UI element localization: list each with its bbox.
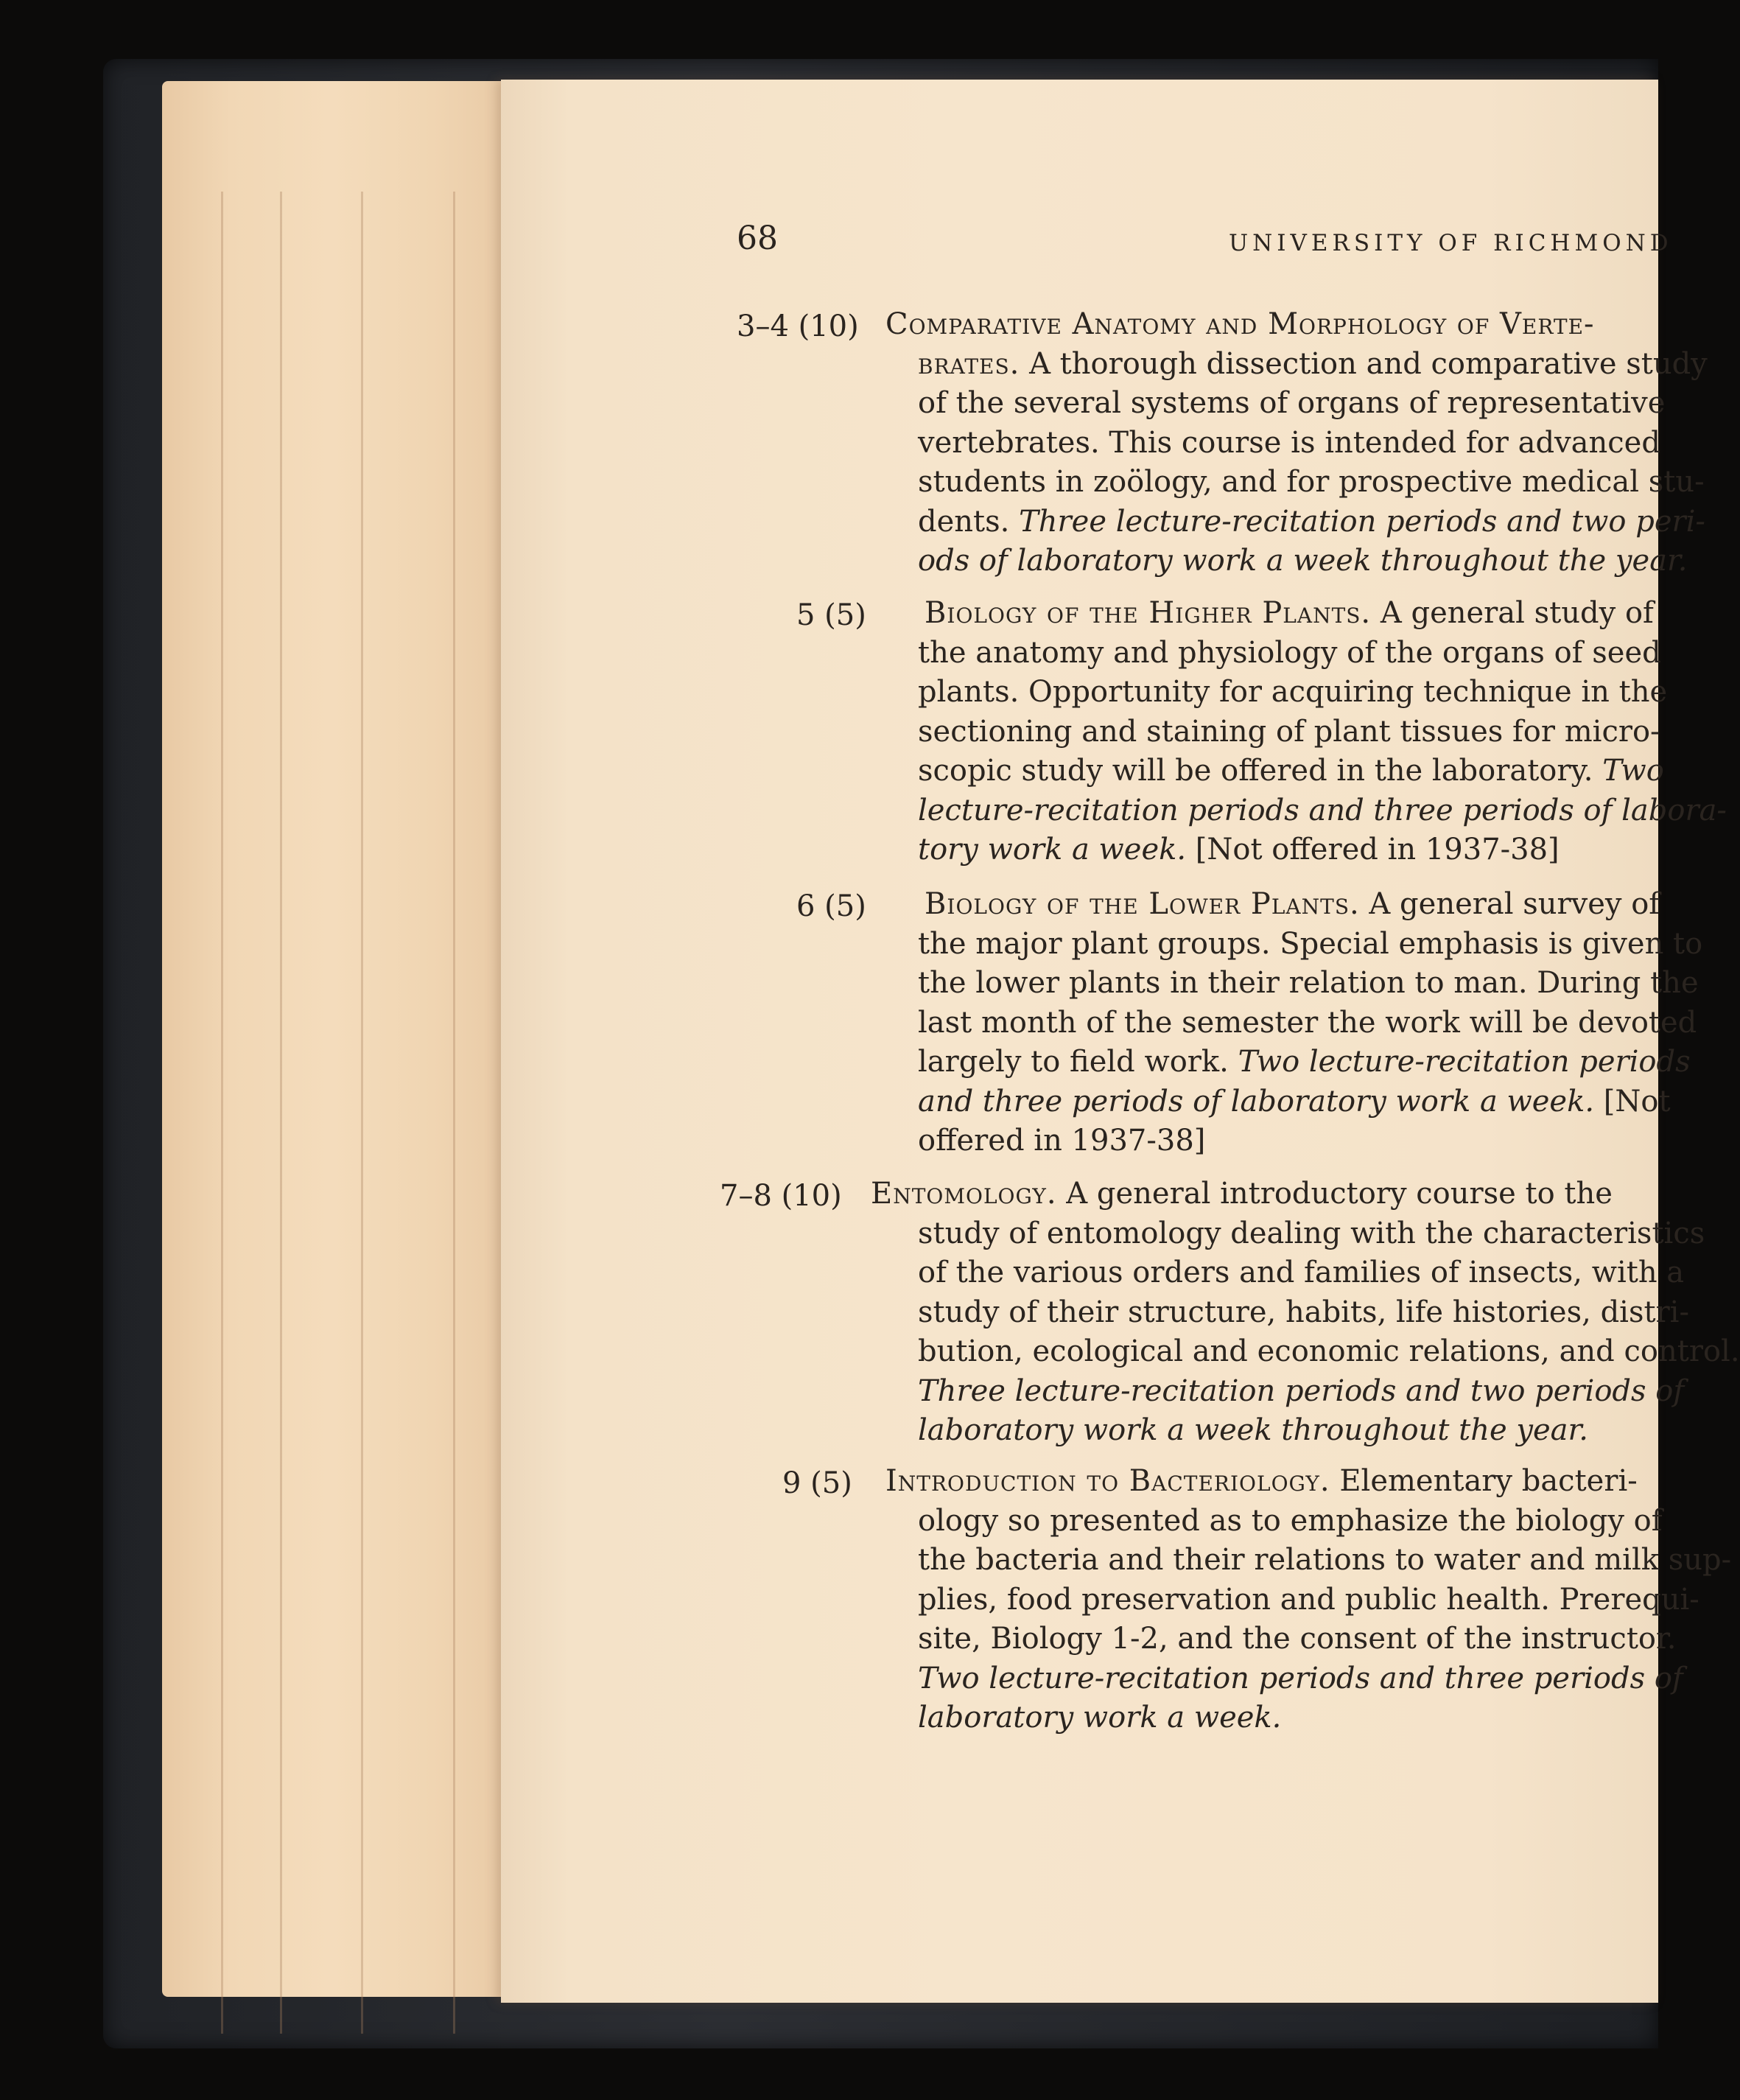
description-text: ology so presented as to emphasize the biology of	[918, 1503, 1663, 1538]
schedule-note: lecture-recitation periods and three periods of labora-	[918, 793, 1727, 827]
page-number: 68	[737, 220, 778, 257]
course-text-line	[918, 1701, 1282, 1735]
course-title: Entomology.	[871, 1177, 1057, 1211]
course-text-line	[918, 346, 1708, 381]
schedule-note: laboratory work a week.	[918, 1701, 1282, 1735]
course-text-line	[918, 1295, 1689, 1329]
course-text-line	[918, 1415, 1588, 1445]
description-text: Elementary bacteri-	[1330, 1464, 1638, 1498]
description-text: A thorough dissection and comparative study	[1020, 346, 1708, 381]
description-text: [Not offered in 1937-38]	[1186, 833, 1560, 867]
course-text-line	[871, 1177, 1613, 1211]
course-text-line	[885, 309, 1595, 339]
course-text-line	[918, 544, 1688, 578]
schedule-note: Two lecture-recitation periods and three periods of	[918, 1661, 1683, 1695]
course-text-line	[918, 1005, 1697, 1040]
description-text: the major plant groups. Special emphasis is given to	[918, 926, 1703, 961]
schedule-note: ods of laboratory work a week throughout the year.	[918, 544, 1688, 578]
schedule-note: Three lecture-recitation periods and two peri-	[1019, 504, 1705, 539]
description-text: largely to field work.	[918, 1045, 1238, 1079]
description-text: [Not	[1594, 1084, 1671, 1119]
description-text: scopic study will be offered in the laboratory.	[918, 754, 1603, 788]
schedule-note: and three periods of laboratory work a week.	[918, 1084, 1595, 1119]
description-text: the lower plants in their relation to man. During the	[918, 966, 1699, 1000]
course-title: brates.	[918, 346, 1020, 381]
description-text: offered in 1937-38]	[918, 1124, 1206, 1158]
course-text-line	[918, 425, 1660, 460]
course-text-line	[918, 635, 1661, 670]
course-text-line	[918, 1545, 1731, 1575]
course-number: 9 (5)	[782, 1466, 852, 1500]
course-text-line	[925, 889, 1660, 919]
description-text: site, Biology 1-2, and the consent of the instructor.	[918, 1622, 1677, 1656]
page-edge-line	[453, 192, 455, 2034]
course-number: 7–8 (10)	[720, 1179, 842, 1213]
description-text: of the various orders and families of insects, with a	[918, 1256, 1685, 1289]
course-text-line	[918, 1373, 1685, 1408]
course-text-line	[918, 833, 1560, 867]
description-text: dents.	[918, 504, 1020, 539]
course-title: Introduction to Bacteriology.	[885, 1464, 1330, 1498]
description-text: last month of the semester the work will be devoted	[918, 1005, 1697, 1040]
course-text-line	[918, 1661, 1683, 1695]
description-text: sectioning and staining of plant tissues for micro-	[918, 714, 1660, 749]
description-text: the anatomy and physiology of the organs of seed	[918, 635, 1661, 670]
schedule-note: Three lecture-recitation periods and two periods of	[918, 1373, 1685, 1408]
course-text-line	[918, 1258, 1684, 1287]
course-title: Biology of the Higher Plants.	[925, 596, 1372, 630]
description-text: plants. Opportunity for acquiring technique in the	[918, 675, 1668, 709]
course-text-line	[918, 754, 1664, 788]
course-text-line	[885, 1466, 1638, 1496]
course-text-line	[918, 1503, 1663, 1538]
running-head: UNIVERSITY OF RICHMOND	[1229, 230, 1673, 256]
schedule-note: laboratory work a week throughout the year.	[918, 1413, 1588, 1447]
description-text: of the several systems of organs of representative	[918, 386, 1666, 420]
course-number: 6 (5)	[796, 889, 866, 923]
course-text-line	[918, 793, 1727, 827]
course-text-line	[918, 926, 1703, 961]
page-stack-edge	[162, 81, 501, 1997]
page-edge-line	[280, 192, 282, 2034]
course-text-line	[918, 1084, 1671, 1119]
course-text-line	[918, 388, 1665, 418]
description-text: A general study of	[1371, 596, 1654, 630]
course-text-line	[918, 467, 1705, 497]
course-text-line	[918, 714, 1660, 749]
course-text-line	[918, 1047, 1691, 1077]
schedule-note: Two	[1602, 754, 1664, 788]
description-text: A general survey of	[1359, 887, 1660, 921]
course-text-line	[918, 1622, 1677, 1656]
course-text-line	[918, 1216, 1705, 1250]
course-number: 5 (5)	[796, 598, 866, 632]
course-text-line	[918, 677, 1667, 707]
description-text: A general introductory course to the	[1056, 1177, 1613, 1211]
description-text: study of entomology dealing with the characteristics	[918, 1216, 1705, 1250]
description-text: the bacteria and their relations to water and milk sup-	[918, 1543, 1732, 1577]
page-edge-line	[361, 192, 363, 2034]
course-text-line	[925, 598, 1654, 628]
schedule-note: tory work a week.	[918, 833, 1187, 867]
description-text: study of their structure, habits, life histories, distri-	[918, 1295, 1689, 1329]
schedule-note: Two lecture-recitation periods	[1238, 1045, 1691, 1079]
course-text-line	[918, 1334, 1740, 1368]
course-text-line	[918, 968, 1699, 998]
course-text-line	[918, 504, 1705, 539]
description-text: vertebrates. This course is intended for advanced	[918, 425, 1660, 460]
course-text-line	[918, 1582, 1699, 1617]
course-title: Biology of the Lower Plants.	[925, 887, 1360, 921]
course-title: Comparative Anatomy and Morphology of Verte-	[885, 307, 1595, 341]
description-text: bution, ecological and economic relations, and control.	[918, 1334, 1740, 1368]
description-text: students in zoölogy, and for prospective medical stu-	[918, 465, 1705, 499]
page-edge-line	[221, 192, 223, 2034]
description-text: plies, food preservation and public health. Prerequi-	[918, 1582, 1699, 1617]
course-number: 3–4 (10)	[737, 309, 859, 343]
course-text-line	[918, 1124, 1206, 1158]
